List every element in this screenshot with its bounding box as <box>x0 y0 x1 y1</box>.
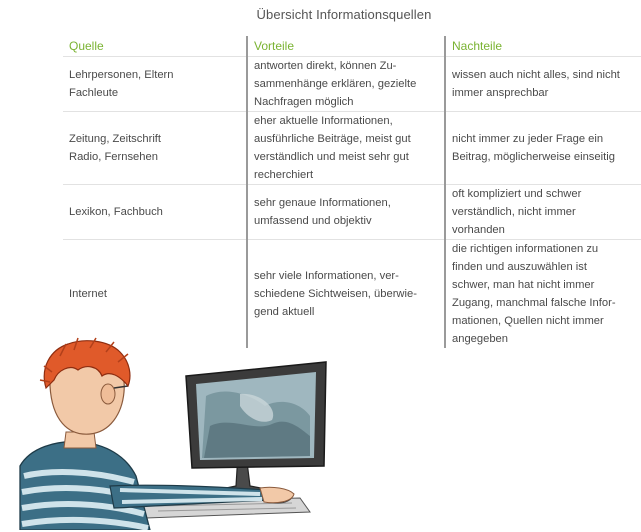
cell-line: Radio, Fernsehen <box>69 151 158 163</box>
cell-line: Zugang, manchmal falsche Infor- <box>452 297 616 309</box>
cell-line: nicht immer zu jeder Frage ein <box>452 133 604 145</box>
header-quelle: Quelle <box>63 36 247 57</box>
cell-line: mationen, Quellen nicht immer <box>452 315 604 327</box>
cell-line: verständlich, nicht immer <box>452 206 576 218</box>
cell-line: sehr genaue Informationen, <box>254 197 391 209</box>
cell-vorteile <box>247 185 445 240</box>
boy-at-computer-illustration <box>10 336 340 530</box>
cell-line: oft kompliziert und schwer <box>452 188 582 200</box>
cell-quelle <box>63 112 247 185</box>
cell-line: Zeitung, Zeitschrift <box>69 133 162 145</box>
cell-line: Lexikon, Fachbuch <box>69 206 163 218</box>
cell-line: vorhanden <box>452 224 505 236</box>
cell-line: sehr viele Informationen, ver- <box>254 270 399 282</box>
cell-line: recherchiert <box>254 169 314 181</box>
cell-vorteile <box>247 240 445 349</box>
table-row <box>63 240 641 349</box>
cell-line: finden und auszuwählen ist <box>452 261 587 273</box>
cell-line: umfassend und objektiv <box>254 215 372 227</box>
cell-line: wissen auch nicht alles, sind nicht <box>452 69 620 81</box>
cell-line: Internet <box>69 288 107 300</box>
cell-nachteile <box>445 240 641 349</box>
cell-nachteile <box>445 185 641 240</box>
table-row <box>63 185 641 240</box>
cell-line: antworten direkt, können Zu- <box>254 60 397 72</box>
cell-line: sammenhänge erklären, gezielte <box>254 78 417 90</box>
page-title: Übersicht Informationsquellen <box>256 7 432 22</box>
cell-line: verständlich und meist sehr gut <box>254 151 409 163</box>
cell-quelle <box>63 185 247 240</box>
cell-vorteile <box>247 57 445 112</box>
cell-line: Beitrag, möglicherweise einseitig <box>452 151 615 163</box>
cell-line: Fachleute <box>69 87 119 99</box>
cell-nachteile <box>445 57 641 112</box>
cell-line: angegeben <box>452 333 508 345</box>
cell-vorteile <box>247 112 445 185</box>
cell-quelle <box>63 57 247 112</box>
sources-table <box>63 36 641 348</box>
cell-line: schwer, man hat nicht immer <box>452 279 595 291</box>
cell-quelle <box>63 240 247 349</box>
table-header-row <box>63 36 641 57</box>
cell-line: immer ansprechbar <box>452 87 549 99</box>
header-vorteile: Vorteile <box>247 36 445 57</box>
cell-line: ausführliche Beiträge, meist gut <box>254 133 411 145</box>
cell-line: gend aktuell <box>254 306 315 318</box>
table-row <box>63 57 641 112</box>
cell-line: Lehrpersonen, Eltern <box>69 69 174 81</box>
header-nachteile: Nachteile <box>445 36 641 57</box>
cell-line: die richtigen informationen zu <box>452 243 599 255</box>
cell-line: eher aktuelle Informationen, <box>254 115 393 127</box>
table-row <box>63 112 641 185</box>
cell-line: schiedene Sichtweisen, überwie- <box>254 288 417 300</box>
cell-nachteile <box>445 112 641 185</box>
cell-line: Nachfragen möglich <box>254 96 354 108</box>
